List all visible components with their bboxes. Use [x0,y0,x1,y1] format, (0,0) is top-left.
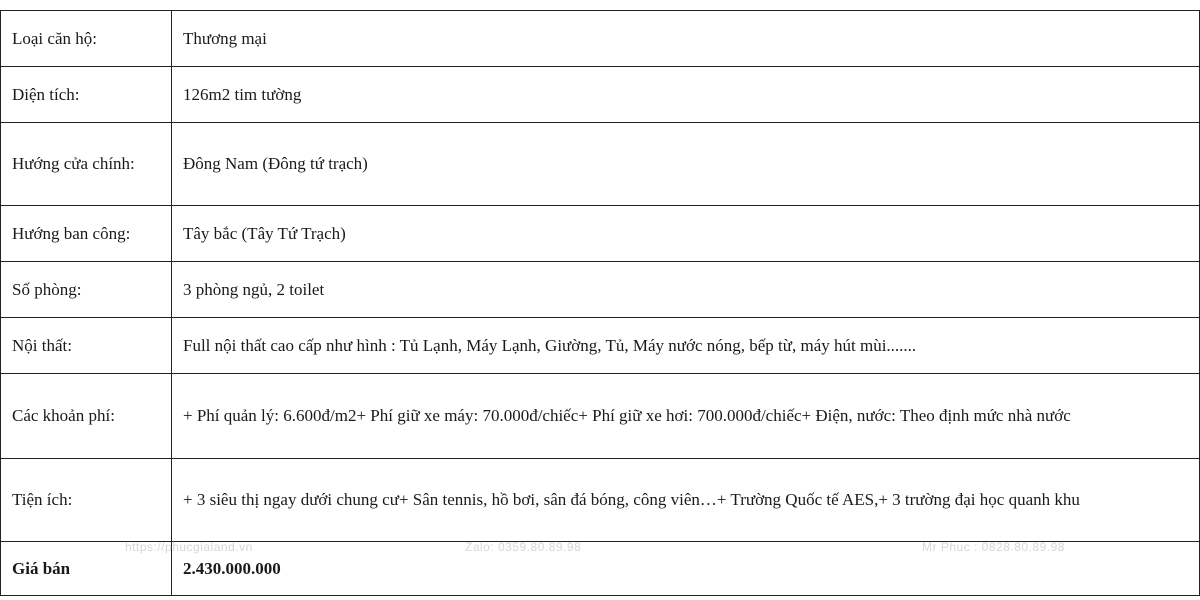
table-row-balcony-direction [1,206,1200,262]
table-row-rooms [1,262,1200,318]
row-label: Hướng ban công: [1,206,172,262]
row-label: Diện tích: [1,67,172,123]
row-label: Tiện ích: [1,459,172,542]
row-value: + Phí quản lý: 6.600đ/m2+ Phí giữ xe máy: 70.000đ/chiếc+ Phí giữ xe hơi: 700.000đ/chiếc+ Điện, nước: Theo định mức nhà nước [172,374,1200,459]
row-value: 3 phòng ngủ, 2 toilet [172,262,1200,318]
table-row-apartment-type [1,11,1200,67]
price-label: Giá bán [1,542,172,596]
table-row-amenities [1,459,1200,542]
row-value: 126m2 tim tường [172,67,1200,123]
row-value: Thương mại [172,11,1200,67]
row-label: Hướng cửa chính: [1,123,172,206]
table-row-price [1,542,1200,596]
row-label: Các khoản phí: [1,374,172,459]
row-value: + 3 siêu thị ngay dưới chung cư+ Sân tennis, hồ bơi, sân đá bóng, công viên…+ Trường Quốc tế AES,+ 3 trường đại học quanh khu [172,459,1200,542]
row-value: Tây bắc (Tây Tứ Trạch) [172,206,1200,262]
zalo-watermark: Zalo: 0359.80.89.98 [465,540,582,554]
table-row-furniture [1,318,1200,374]
row-label: Loại căn hộ: [1,11,172,67]
row-label: Số phòng: [1,262,172,318]
row-label: Nội thất: [1,318,172,374]
price-value: 2.430.000.000 [172,542,1200,596]
table-row-area [1,67,1200,123]
table-row-main-door-direction [1,123,1200,206]
apartment-spec-table [0,10,1200,596]
contact-watermark: Mr Phuc : 0828.80.89.98 [922,540,1065,554]
row-value: Full nội thất cao cấp như hình : Tủ Lạnh, Máy Lạnh, Giường, Tủ, Máy nước nóng, bếp từ, máy hút mùi....... [172,318,1200,374]
row-value: Đông Nam (Đông tứ trạch) [172,123,1200,206]
website-watermark: https://phucgialand.vn [125,540,253,554]
table-row-fees [1,374,1200,459]
